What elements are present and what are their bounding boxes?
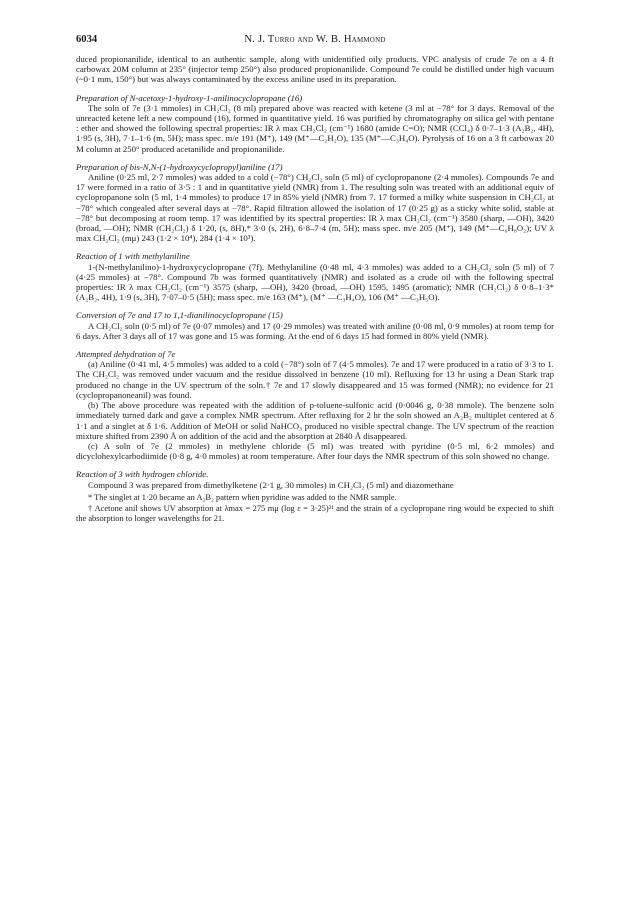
footnotes — [76, 493, 554, 524]
section-heading: Preparation of bis-N,N-(1-hydroxycyclopropyl)aniline (17) — [76, 161, 283, 172]
paragraph: (a) Aniline (0·41 ml, 4·5 mmoles) was added to a cold (−78°) soln of 7 (4·5 mmoles). 7e and 17 were produced in a ratio of 3·3 to 1. The CH₂Cl₂ was removed under vacuum and the residue dissolved in benzene (10 ml). Refluxing for 13 hr using a Dean Stark trap produced no change in the UV spectrum of the soln.† 7e and 17 slowly disappeared and 15 was formed (NMR); no evidence for 21 (cyclopropanoneanil) was found. — [76, 359, 554, 400]
paragraph: (c) A soln of 7e (2 mmoles) in methylene chloride (5 ml) was treated with pyridine (0·5 ml, 6·2 mmoles) and dicyclohexylcarbodiimide (0·8 g, 4·0 mmoles) at room temperature. After four days the NMR spectrum of this soln showed no change. — [76, 440, 554, 462]
paragraph: The soln of 7e (3·1 mmoles) in CH₂Cl₂ (8 ml) prepared above was reacted with ketene (3 ml at −78° for 3 days. Removal of the unreacted ketene left a new compound (16), formed in quantitative yield. 16 was purified by chromatography on silica gel with pentane : ether and showed the following spectral properties: IR λ max CH₂Cl₂ (cm⁻¹) 1680 (amide C=O); NMR (CCl₄) δ 0·7–1·3 (A₂B₂, 4H), 1·95 (s, 3H), 7·1–1·6 (m, 5H); mass spec. m/e 191 (M⁺), 149 (M⁺—C₂H₂O), 135 (M⁺—C₃H₄O). Pyrolysis of 16 on a 3 ft carbowax 20 M column at 250° produced acetanilide and propionanilide. — [76, 102, 554, 154]
paragraph: 1-(N-methylanilino)-1-hydroxycyclopropane (7f). Methylaniline (0·48 ml, 4·3 mmoles) was added to a CH₂Cl₂ soln (5 ml) of 7 (4·25 mmoles) at −78°. Compound 7b was formed quantitatively (NMR) and isolated as a crude oil with the following spectral properties: IR λ max CH₂Cl₂ (cm⁻¹) 3575 (sharp, —OH), 3420 (broad, —OH) 1595, 1495 (aromatic); NMR (CH₂Cl₂) δ 0·8–1·3* (A₂B₂, 4H), 1·9 (s, 3H), 7·07–0·5 (5H); mass spec. m/e 163 (M⁺), (M⁺ —C₃H₄O), 106 (M⁺ —C₃H₅O). — [76, 261, 554, 303]
paragraph: duced propionanilide, identical to an authentic sample, along with unidentified oily products. VPC analysis of crude 7e on a 4 ft carbowax 20M column at 235° (injector temp 250°) also produced propionanilide. Compound 7e could be distilled under high vacuum (~0·1 mm, 150°) but was always contaminated by the excess aniline used in its preparation. — [76, 54, 554, 85]
footnote: † Acetone anil shows UV absorption at λmax = 275 mμ (log ε = 3·25)²¹ and the strain of a cyclopropane ring would be expected to shift the absorption to longer wavelengths for 21. — [76, 503, 554, 523]
paragraph: Aniline (0·25 ml, 2·7 mmoles) was added to a cold (−78°) CH₂Cl₂ soln (5 ml) of cyclopropanone (2·4 mmoles). Compounds 7e and 17 were formed in a ratio of 3·5 : 1 and in quantitative yield (NMR) from 1. The resulting soln was treated with an additional equiv of cyclopropanone soln (5 ml, 1·4 mmoles) to produce 17 in 85% yield (NMR) from 7. 17 formed a milky white suspension in CH₂Cl₂ at −78° which congealed after several days at −78°. Rapid filtration allowed the isolation of 17 (0·25 g) as a sticky white solid, stable at −78° but decomposing at room temp. 17 was identified by its spectral properties: IR λ max CH₂Cl₂ (cm⁻¹) 3580 (sharp, —OH), 3420 (broad, —OH); NMR (CH₂Cl₂) δ 1·20, (s, 8H),* 3·0 (s, 2H), 6·8–7·4 (m, 5H); mass spec. m/e 205 (M⁺), 149 (M⁺—C₆H₈O₂); UV λ max CH₂Cl₂ (mμ) 243 (1·2 × 10⁴), 284 (1·4 × 10³). — [76, 172, 554, 244]
footnote: * The singlet at 1·20 became an A₂B₂ pattern when pyridine was added to the NMR sample. — [88, 492, 397, 502]
section-heading: Conversion of 7e and 17 to 1,1-dianilinocyclopropane (15) — [76, 310, 283, 321]
section-heading: Attempted dehydration of 7e — [76, 349, 176, 360]
section-heading: Preparation of N-acetoxy-1-hydroxy-1-anilinocyclopropane (16) — [76, 92, 303, 103]
section-heading: Reaction of 1 with methylaniline — [76, 251, 190, 262]
paragraph: (b) The above procedure was repeated with the addition of p-toluene-sulfonic acid (0·0046 g, 0·38 mmole). The benzene soln immediately turned dark and gave a complex NMR spectrum. After refluxing for 2 hr the soln showed an A₂B₂ multiplet centered at δ 1·1 and a singlet at δ 1·6. Addition of MeOH or solid NaHCO₃ produced no visible spectral change. The UV spectrum of the reaction mixture shifted from 2390 Å on addition of the acid and the absorption at 2840 Å disappeared. — [76, 400, 554, 441]
running-header — [76, 34, 554, 54]
paragraph: Compound 3 was prepared from dimethylketene (2·1 g, 30 mmoles) in CH₂Cl₂ (5 ml) and diazomethane — [88, 479, 454, 490]
section-heading: Reaction of 3 with hydrogen chloride. — [76, 469, 209, 480]
article-body — [76, 54, 554, 490]
running-head-authors: N. J. Turro and W. B. Hammond — [244, 34, 386, 45]
paragraph: A CH₂Cl₂ soln (0·5 ml) of 7e (0·07 mmoles) and 17 (0·29 mmoles) was treated with aniline (0·08 ml, 0·9 mmoles) at room temp for 6 days. After 3 days all of 17 was gone and 15 was forming. At the end of 6 days 15 had formed in 80% yield (NMR). — [76, 320, 554, 341]
journal-page — [76, 34, 554, 525]
page-number: 6034 — [76, 34, 98, 45]
